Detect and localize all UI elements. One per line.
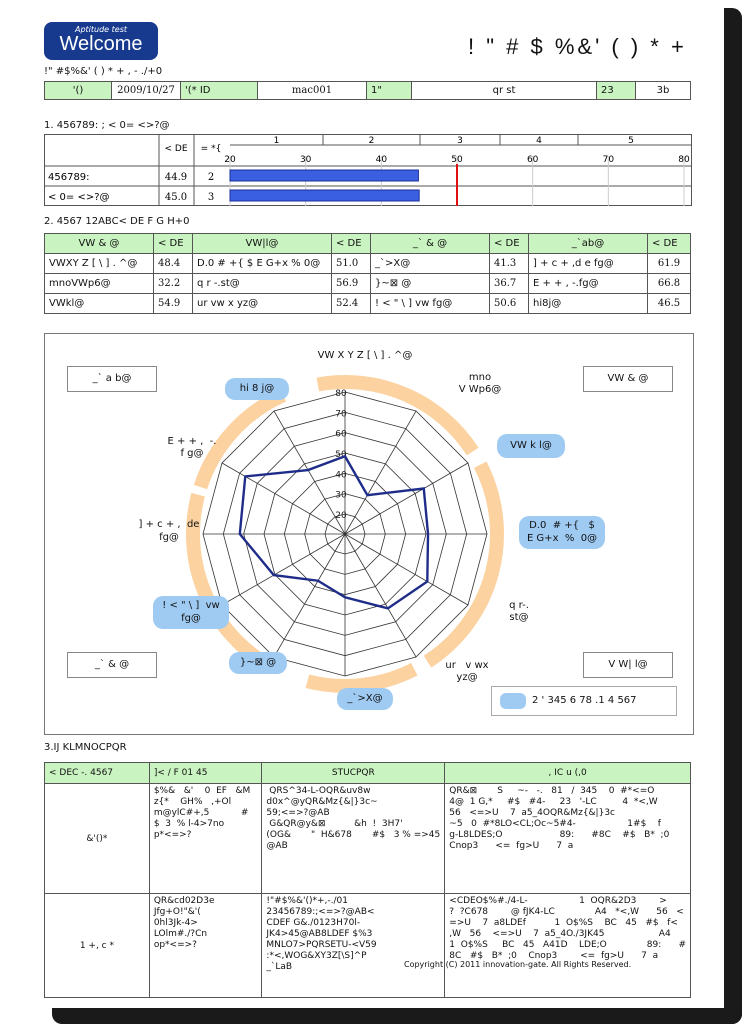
category-box-bottom-right: V W| l@ bbox=[583, 652, 673, 678]
detail-header-2: ]< / F 01 45 bbox=[149, 763, 262, 784]
col-header-band: = *{ bbox=[200, 144, 222, 154]
tick-label: 50 bbox=[451, 155, 463, 165]
trait-score: 46.5 bbox=[648, 294, 691, 314]
trait-name: ! < " \ ] vw fg@ bbox=[371, 294, 490, 314]
trait-name: VWkl@ bbox=[45, 294, 154, 314]
radar-tick-label: 80 bbox=[335, 389, 347, 399]
score-bar-chart bbox=[44, 134, 692, 206]
logo-big-text: Welcome bbox=[59, 33, 143, 55]
trait-score: 51.0 bbox=[332, 254, 371, 274]
band-label: 3 bbox=[457, 136, 463, 146]
scores-header-6: < DE bbox=[490, 234, 529, 254]
trait-name: }~⊠ @ bbox=[371, 274, 490, 294]
radar-data-series bbox=[240, 456, 428, 608]
info-label-age: 23 bbox=[597, 82, 636, 100]
radar-tick-label: 50 bbox=[335, 450, 347, 460]
info-table bbox=[44, 81, 691, 100]
score-bar bbox=[230, 190, 419, 201]
detail-row-name: &'()* bbox=[45, 784, 150, 894]
legend-swatch bbox=[500, 693, 526, 709]
radar-chart-panel bbox=[44, 333, 694, 735]
trait-name: ] + c + ,d e fg@ bbox=[529, 254, 648, 274]
radar-axis-label-11: E + + , -. f g@ bbox=[167, 436, 217, 459]
radar-axis-label-12: hi 8 j@ bbox=[225, 378, 289, 400]
detail-cell: $%& &' 0 EF &M z{* GH% ,+Ol m@ylC#+,5 # $ 3 % l-4>7no p*<=>? bbox=[149, 784, 262, 894]
row-band-1: 2 bbox=[207, 172, 215, 183]
scores-header-4: < DE bbox=[332, 234, 371, 254]
tick-label: 60 bbox=[526, 155, 539, 165]
tick-label: 20 bbox=[224, 155, 236, 165]
detail-header-4: , IC u (,0 bbox=[445, 763, 691, 784]
tick-label: 70 bbox=[602, 155, 615, 165]
detail-cell: QR&⊠ S ~- -. 81 / 345 0 #*<=O 4@ 1 G,* #$ #4- 23 '-LC 4 *<,W 56 <=>U 7 a5_4OQR&Mz{&|}3c ~5 0 #*8LO<CL;Oc~5#4- 1#$ f g-L8LDES;O 89: #8C #$ B* ;0 Cnop3 <= fg>U 7 a bbox=[445, 784, 691, 894]
info-label-name: 1" bbox=[367, 82, 412, 100]
scores-table bbox=[44, 233, 691, 314]
info-age-value: 3b bbox=[636, 82, 691, 100]
detail-cell: QRS^34-L-OQR&uv8w d0x^@yQR&Mz{&|}3c~ 59;<=>?@AB G&QR@y&⊠ &h ! 3H7' (OG& " H&678 #$ 3 % =>45 @AB bbox=[262, 784, 445, 894]
tick-label: 40 bbox=[375, 155, 388, 165]
band-label: 2 bbox=[368, 136, 375, 146]
trait-score: 50.6 bbox=[490, 294, 529, 314]
radar-legend bbox=[491, 686, 677, 716]
radar-axis-label-4: D.0 # +{ $ E G+x % 0@ bbox=[519, 516, 605, 549]
logo-small-text: Aptitude test bbox=[74, 25, 128, 34]
info-id-value: mac001 bbox=[258, 82, 367, 100]
radar-axis-label-1: VW X Y Z [ \ ] . ^@ bbox=[317, 350, 413, 361]
page-title: ! " # $ %&' ( ) * + bbox=[468, 34, 687, 59]
row-value-2: 45.0 bbox=[164, 192, 188, 203]
category-box-top-right: VW & @ bbox=[583, 366, 673, 392]
info-label-1: '() bbox=[45, 82, 112, 100]
info-label-id: '(* ID bbox=[181, 82, 258, 100]
score-bar bbox=[230, 170, 418, 181]
trait-score: 61.9 bbox=[648, 254, 691, 274]
page-shadow-bottom bbox=[52, 1008, 742, 1024]
radar-tick-label: 60 bbox=[335, 429, 347, 440]
band-label: 4 bbox=[536, 136, 542, 146]
radar-axis-label-2: mno V Wp6@ bbox=[458, 372, 502, 395]
scores-header-1: VW & @ bbox=[45, 234, 154, 254]
radar-tick-label: 40 bbox=[335, 470, 347, 481]
scores-header-3: VW|l@ bbox=[193, 234, 332, 254]
radar-tick-label: 30 bbox=[335, 490, 347, 501]
trait-name: E + + , -.fg@ bbox=[529, 274, 648, 294]
band-label: 5 bbox=[628, 136, 634, 146]
trait-name: hi8j@ bbox=[529, 294, 648, 314]
radar-axis-label-10: ] + c + , de fg@ bbox=[138, 519, 200, 543]
section1-title: 1. 456789: ; < 0= <>?@ bbox=[44, 120, 170, 131]
trait-score: 32.2 bbox=[154, 274, 193, 294]
trait-score: 66.8 bbox=[648, 274, 691, 294]
section2-title: 2. 4567 12ABC< DE F G H+0 bbox=[44, 216, 190, 227]
detail-cell: <CDEO$%#./4-L- 1 OQR&2D3 > ? ?C678 @ fJK4-LC A4 *<,W 56 < =>U 7 a8LDEf 1 O$%S BC 45 #$ f< ,W 56 <=>U 7 a5_4O./3JK45 A4 1 O$%S BC 45 A41D LDE;O 89: # 8C #$ B* ;0 Cnop3 <= fg>U 7 a bbox=[445, 894, 691, 998]
trait-name: q r -.st@ bbox=[193, 274, 332, 294]
table-row bbox=[45, 294, 691, 314]
row-label-2: < 0= <>?@ bbox=[48, 192, 110, 203]
detail-header-3: STUCPQR bbox=[262, 763, 445, 784]
radar-axis-label-6: ur v wx yz@ bbox=[445, 660, 489, 683]
trait-score: 52.4 bbox=[332, 294, 371, 314]
table-row bbox=[45, 274, 691, 294]
detail-cell: !"#$%&'()*+,-./01 23456789:;<=>?@AB< CDEF G&./0123H70l- JK4>45@AB8LDEF $%3 MNLO7>PQRSETU-<V59 :*<,WOG&XY3Z[\S]^P _`LaB bbox=[262, 894, 445, 998]
radar-tick-label: 70 bbox=[335, 409, 347, 420]
welcome-logo bbox=[44, 22, 158, 60]
table-row bbox=[45, 784, 691, 894]
trait-name: VWXY Z [ \ ] . ^@ bbox=[45, 254, 154, 274]
trait-name: D.0 # +{ $ E G+x % 0@ bbox=[193, 254, 332, 274]
scores-header-5: _` & @ bbox=[371, 234, 490, 254]
category-band bbox=[427, 465, 497, 662]
info-name-value: qr st bbox=[412, 82, 597, 100]
copyright: Copyright (C) 2011 innovation-gate. All Rights Reserved. bbox=[404, 960, 632, 969]
trait-score: 56.9 bbox=[332, 274, 371, 294]
radar-axis-label-7: _`>X@ bbox=[337, 688, 393, 710]
tick-label: 80 bbox=[678, 155, 690, 165]
radar-axis-label-5: q r-. st@ bbox=[509, 600, 529, 623]
section3-title: 3.IJ KLMNOCPQR bbox=[44, 742, 127, 753]
tick-label: 30 bbox=[299, 155, 312, 165]
table-row bbox=[45, 894, 691, 998]
table-row bbox=[45, 254, 691, 274]
scores-header-8: < DE bbox=[648, 234, 691, 254]
category-box-bottom-left: _` & @ bbox=[67, 652, 157, 678]
band-label: 1 bbox=[273, 136, 280, 146]
radar-axis-label-9: ! < " \ ] vw fg@ bbox=[153, 596, 229, 629]
page-subtitle: !" #$%&' ( ) * + , - ./+0 bbox=[44, 66, 163, 77]
trait-name: mnoVWp6@ bbox=[45, 274, 154, 294]
trait-score: 48.4 bbox=[154, 254, 193, 274]
radar-axis-label-8: }~⊠ @ bbox=[229, 652, 287, 674]
detail-header-1: < DEC -. 4567 bbox=[45, 763, 150, 784]
radar-axis-label-3: VW k l@ bbox=[497, 434, 565, 458]
scores-header-2: < DE bbox=[154, 234, 193, 254]
page-shadow-right bbox=[724, 8, 742, 1024]
category-box-top-left: _` a b@ bbox=[67, 366, 157, 392]
scores-header-7: _`ab@ bbox=[529, 234, 648, 254]
trait-score: 54.9 bbox=[154, 294, 193, 314]
trait-score: 36.7 bbox=[490, 274, 529, 294]
row-band-2: 3 bbox=[207, 192, 215, 203]
detail-cell: QR&cd02D3e Jfg+O!"&'( 0hl3Jk-4> LOlm#./?Cn op*<=>? bbox=[149, 894, 262, 998]
radar-tick-label: 20 bbox=[335, 511, 347, 521]
trait-name: _`>X@ bbox=[371, 254, 490, 274]
legend-text: 2 ' 345 6 78 .1 4 567 bbox=[532, 695, 637, 706]
trait-name: ur vw x yz@ bbox=[193, 294, 332, 314]
info-date: 2009/10/27 bbox=[112, 82, 181, 100]
detail-row-name: 1 +, c * bbox=[45, 894, 150, 998]
trait-score: 41.3 bbox=[490, 254, 529, 274]
col-header-value: < DE bbox=[164, 144, 188, 154]
row-value-1: 44.9 bbox=[164, 172, 188, 183]
row-label-1: 456789: bbox=[48, 172, 90, 183]
